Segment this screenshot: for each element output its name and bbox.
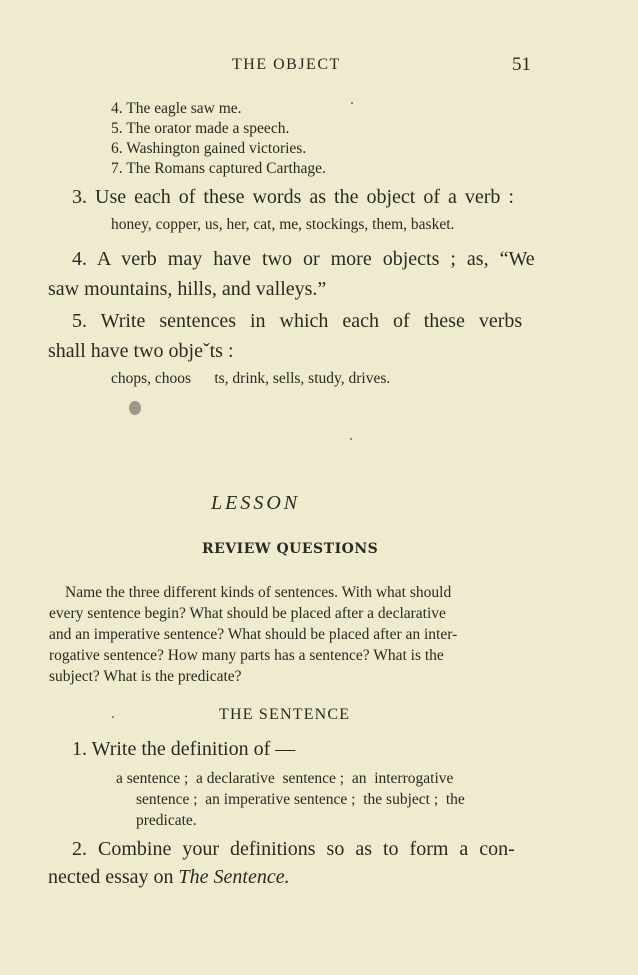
essay-instruction: nected essay on [48,866,179,888]
definition-line: a sentence ; a declarative sentence ; an interrogative [116,770,454,787]
sentence-exercise-1: 1. Write the definition of — [72,738,296,760]
review-heading: REVIEW QUESTIONS [202,541,379,557]
list-item: 5. The orator made a speech. [111,120,290,137]
exercise-5-words: chops, choos ts, drink, sells, study, drives. [111,370,391,387]
exercise-3-words: honey, copper, us, her, cat, me, stockings, them, basket. [111,216,455,233]
ink-blot [129,401,141,415]
sentence-exercise-2-line2 [48,866,290,889]
exercise-4-line1: 4. A verb may have two or more objects ; as, “We [72,248,535,270]
review-line: rogative sentence? How many parts has a sentence? What is the [49,647,444,664]
running-head: THE OBJECT [232,56,341,73]
list-item: 7. The Romans captured Carthage. [111,160,326,177]
exercise-5-line1: 5. Write sentences in which each of these verbs [72,310,523,332]
sentence-exercise-2-line1: 2. Combine your definitions so as to form a con- [72,838,515,860]
lesson-title: LESSON [211,492,301,514]
section-heading: THE SENTENCE [219,706,351,723]
list-item: 4. The eagle saw me. [111,100,242,117]
exercise-5-line2: shall have two objeˇts : [48,340,234,362]
speck [112,716,114,718]
review-line: subject? What is the predicate? [49,668,242,685]
definition-line: sentence ; an imperative sentence ; the subject ; the [136,791,465,808]
list-item: 6. Washington gained victories. [111,140,307,157]
exercise-4-line2: saw mountains, hills, and valleys.” [48,278,327,300]
review-line: every sentence begin? What should be placed after a declarative [49,605,446,622]
definition-line: predicate. [136,812,197,829]
essay-title: The Sentence. [178,866,290,888]
review-line: and an imperative sentence? What should be placed after an inter- [49,626,458,643]
speck [351,102,353,104]
exercise-3: 3. Use each of these words as the object of a verb : [72,186,514,208]
review-line: Name the three different kinds of sentences. With what should [65,584,452,601]
page-number: 51 [512,54,531,75]
speck [350,438,352,440]
